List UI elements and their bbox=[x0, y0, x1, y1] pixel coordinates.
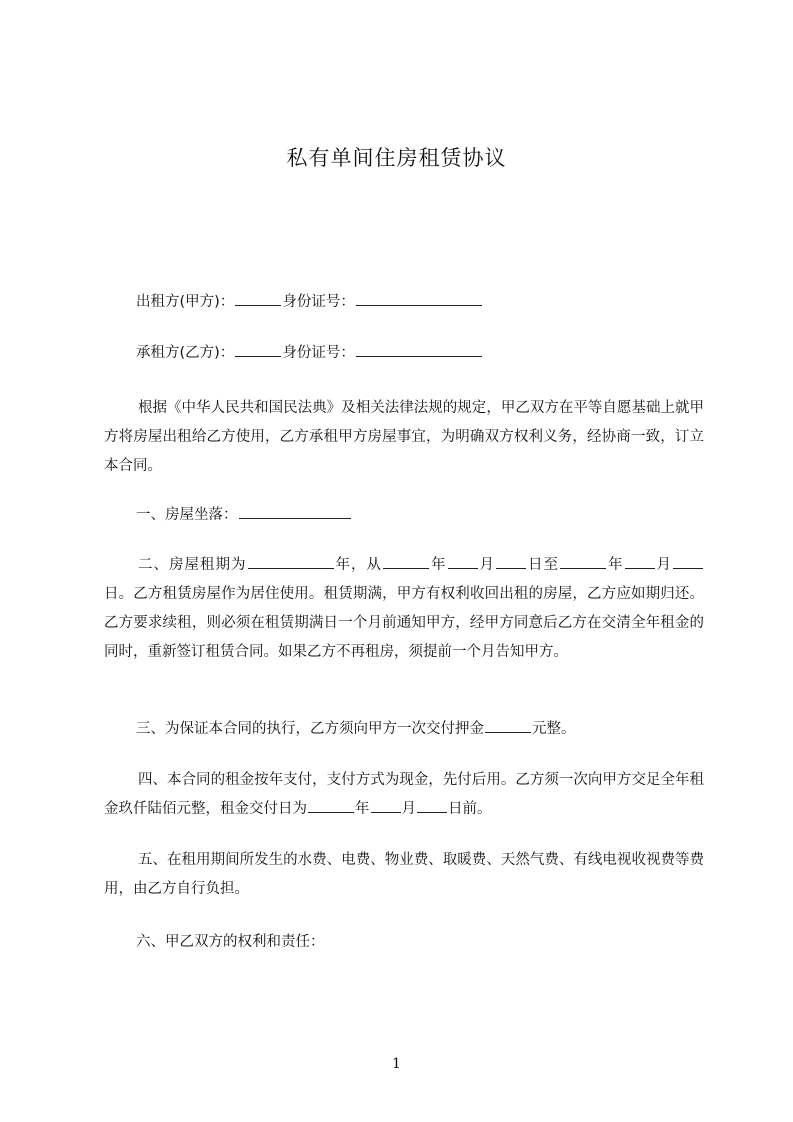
clause-1 bbox=[136, 501, 352, 529]
start-month-blank[interactable] bbox=[448, 552, 478, 569]
lessor-line bbox=[136, 288, 483, 316]
end-month-label: 月 bbox=[655, 557, 672, 573]
start-day-label: 日 bbox=[527, 557, 544, 573]
lessee-id-label: 身份证号： bbox=[282, 345, 355, 361]
lessee-label: 承租方(乙方)： bbox=[136, 345, 235, 361]
clause-2 bbox=[104, 551, 704, 667]
clause-4-suffix: 日前。 bbox=[448, 801, 492, 817]
to-label: 至 bbox=[543, 557, 559, 573]
clause-4-body: 四、本合同的租金按年支付，支付方式为现金，先付后用。乙方须一次向甲方交足全年租金玖仟陆佰元整，租金交付日为 bbox=[104, 772, 704, 817]
payment-month-label: 月 bbox=[401, 801, 416, 817]
start-month-label: 月 bbox=[478, 557, 495, 573]
deposit-blank[interactable] bbox=[485, 716, 531, 733]
page-number: 1 bbox=[392, 1056, 401, 1072]
payment-month-blank[interactable] bbox=[371, 796, 401, 813]
end-day-blank[interactable] bbox=[673, 552, 703, 569]
lessee-name-blank[interactable] bbox=[235, 340, 281, 357]
lessor-label: 出租方(甲方)： bbox=[136, 294, 235, 310]
end-year-label: 年 bbox=[607, 557, 624, 573]
clause-3-prefix: 三、为保证本合同的执行，乙方须向甲方一次交付押金 bbox=[136, 721, 484, 737]
lessor-id-label: 身份证号： bbox=[282, 294, 355, 310]
lessee-id-blank[interactable] bbox=[356, 340, 482, 357]
payment-year-blank[interactable] bbox=[308, 796, 354, 813]
from-label: ，从 bbox=[351, 557, 382, 573]
address-blank[interactable] bbox=[239, 502, 351, 519]
clause-3 bbox=[136, 715, 576, 743]
clause-6-text: 六、甲乙双方的权利和责任： bbox=[136, 934, 325, 950]
end-year-blank[interactable] bbox=[560, 552, 606, 569]
end-month-blank[interactable] bbox=[625, 552, 655, 569]
clause-4-text bbox=[104, 766, 704, 824]
lease-term-blank[interactable] bbox=[248, 552, 334, 569]
clause-6 bbox=[136, 928, 325, 956]
clause-2-body: 乙方租赁房屋作为居住使用。租赁期满，甲方有权利收回出租的房屋，乙方应如期归还。乙方要求续租，则必须在租赁期满日一个月前通知甲方，经甲方同意后乙方在交清全年租金的同时，重新签订租赁合同。如果乙方不再租房，须提前一个月告知甲方。 bbox=[104, 586, 705, 660]
preamble-text: 根据《中华人民共和国民法典》及相关法律法规的规定，甲乙双方在平等自愿基础上就甲方将房屋出租给乙方使用，乙方承租甲方房屋事宜，为明确双方权利义务，经协商一致，订立本合同。 bbox=[104, 400, 704, 474]
lessor-id-blank[interactable] bbox=[356, 289, 482, 306]
payment-day-blank[interactable] bbox=[417, 796, 447, 813]
start-year-blank[interactable] bbox=[383, 552, 429, 569]
lessee-line bbox=[136, 339, 483, 367]
lessor-name-blank[interactable] bbox=[235, 289, 281, 306]
document-title: 私有单间住房租赁协议 bbox=[286, 146, 507, 170]
clause-5-text: 五、在租用期间所发生的水费、电费、物业费、取暖费、天然气费、有线电视收视费等费用，由乙方自行负担。 bbox=[104, 852, 704, 897]
start-day-blank[interactable] bbox=[496, 552, 526, 569]
clause-5 bbox=[104, 846, 704, 904]
term-year-label: 年 bbox=[334, 557, 351, 573]
preamble-paragraph bbox=[104, 394, 704, 481]
clause-2-text bbox=[104, 551, 704, 667]
clause-2-prefix: 二、房屋租期为 bbox=[138, 557, 247, 573]
start-year-label: 年 bbox=[430, 557, 447, 573]
clause-4 bbox=[104, 766, 704, 824]
clause-3-suffix: 元整。 bbox=[532, 721, 576, 737]
payment-year-label: 年 bbox=[355, 801, 370, 817]
end-day-label: 日。 bbox=[104, 586, 134, 602]
clause-1-label: 一、房屋坐落： bbox=[136, 507, 238, 523]
